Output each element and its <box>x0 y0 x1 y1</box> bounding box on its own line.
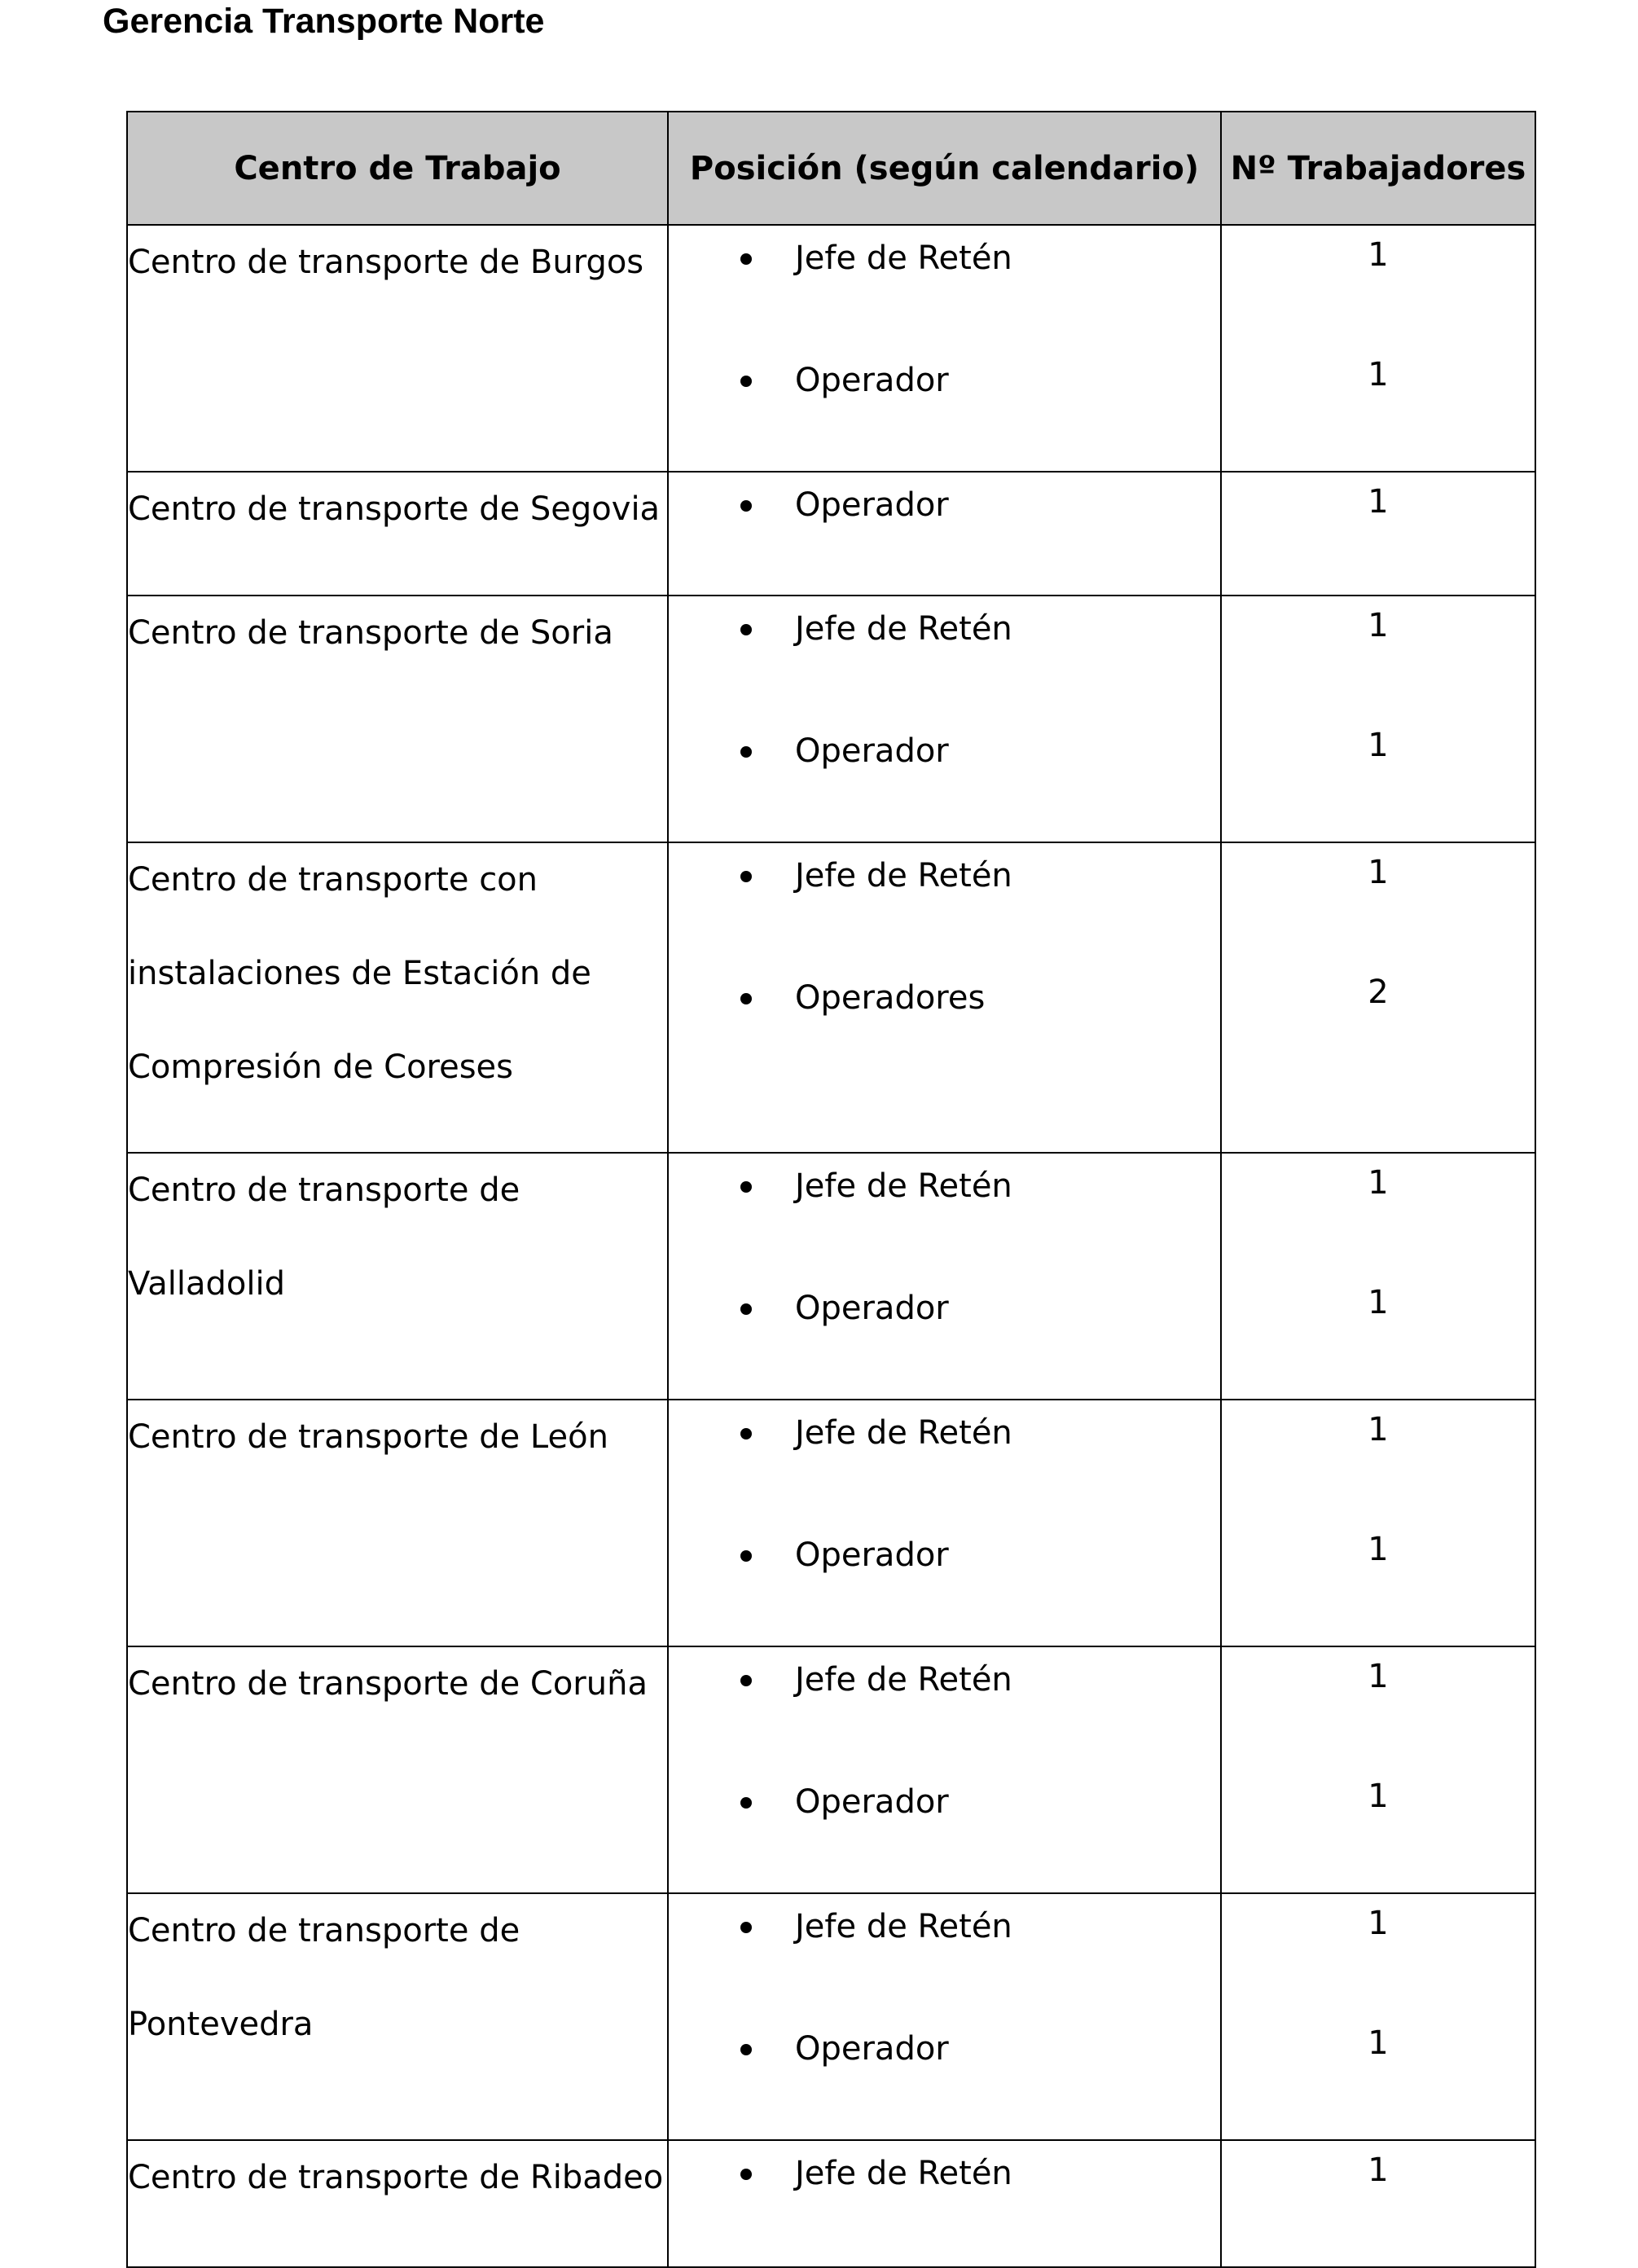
position-list <box>669 1647 1220 1892</box>
centro-line: Centro de transporte de Coruña <box>128 1665 648 1703</box>
position-list <box>669 843 1220 1088</box>
bullet-icon <box>740 500 752 512</box>
bullet-icon <box>740 1797 752 1809</box>
list-item <box>669 1523 1220 1645</box>
position-label: Operador <box>795 1290 949 1327</box>
bullet-icon <box>740 1550 752 1562</box>
position-label: Operadores <box>795 979 986 1017</box>
count-list <box>1222 596 1535 836</box>
table-row <box>127 225 1535 472</box>
list-item <box>669 965 1220 1088</box>
count-list <box>1222 843 1535 1083</box>
cell-posicion <box>668 1400 1221 1646</box>
position-list <box>669 472 1220 595</box>
staff-table <box>126 111 1536 2268</box>
bullet-icon <box>740 993 752 1004</box>
cell-posicion <box>668 1646 1221 1893</box>
position-label: Jefe de Retén <box>795 857 1012 894</box>
list-item <box>669 1400 1220 1523</box>
position-list <box>669 2141 1220 2263</box>
list-item <box>669 348 1220 470</box>
worker-count: 1 <box>1368 1411 1389 1448</box>
list-item <box>669 1276 1220 1398</box>
cell-posicion <box>668 225 1221 472</box>
worker-count: 1 <box>1368 2024 1389 2062</box>
list-item <box>669 2141 1220 2263</box>
table-body <box>127 225 1535 2267</box>
count-list <box>1222 472 1535 592</box>
table-row <box>127 1646 1535 1893</box>
bullet-icon <box>740 253 752 265</box>
bullet-icon <box>740 1303 752 1315</box>
table-row <box>127 1400 1535 1646</box>
list-item <box>669 472 1220 595</box>
bullet-icon <box>740 1675 752 1686</box>
bullet-icon <box>740 871 752 882</box>
bullet-icon <box>740 746 752 758</box>
cell-trabajadores <box>1221 1400 1535 1646</box>
table-row <box>127 596 1535 842</box>
position-list <box>669 226 1220 470</box>
count-list <box>1222 2141 1535 2261</box>
cell-centro <box>127 596 668 842</box>
list-item <box>669 2016 1220 2138</box>
bullet-icon <box>740 2169 752 2180</box>
cell-trabajadores <box>1221 472 1535 596</box>
cell-posicion <box>668 1893 1221 2140</box>
cell-posicion <box>668 596 1221 842</box>
position-label: Jefe de Retén <box>795 2155 1012 2192</box>
position-label: Jefe de Retén <box>795 1414 1012 1452</box>
worker-count: 1 <box>1368 854 1389 891</box>
position-list <box>669 1894 1220 2138</box>
position-list <box>669 1154 1220 1398</box>
table-row <box>127 1893 1535 2140</box>
cell-trabajadores <box>1221 842 1535 1153</box>
centro-line: Centro de transporte de <box>128 1171 520 1209</box>
bullet-icon <box>740 624 752 635</box>
cell-centro <box>127 2140 668 2267</box>
centro-line: Centro de transporte de Soria <box>128 614 613 652</box>
list-item <box>669 719 1220 841</box>
cell-centro <box>127 1153 668 1400</box>
bullet-icon <box>740 1922 752 1933</box>
list-item <box>669 226 1220 348</box>
list-item <box>669 1769 1220 1892</box>
count-list <box>1222 1154 1535 1393</box>
cell-trabajadores <box>1221 1893 1535 2140</box>
worker-count: 1 <box>1368 1778 1389 1815</box>
centro-line: Pontevedra <box>128 2006 314 2043</box>
table-row <box>127 472 1535 596</box>
cell-centro <box>127 1646 668 1893</box>
worker-count: 1 <box>1368 1905 1389 1942</box>
position-label: Jefe de Retén <box>795 1908 1012 1945</box>
cell-posicion <box>668 2140 1221 2267</box>
header-trabajadores: Nº Trabajadores <box>1221 112 1535 225</box>
worker-count: 1 <box>1368 236 1389 274</box>
cell-trabajadores <box>1221 1646 1535 1893</box>
list-item <box>669 1154 1220 1276</box>
centro-line: Compresión de Coreses <box>128 1048 514 1086</box>
position-label: Operador <box>795 732 949 770</box>
cell-trabajadores <box>1221 1153 1535 1400</box>
cell-posicion <box>668 842 1221 1153</box>
list-item <box>669 1647 1220 1769</box>
position-label: Operador <box>795 362 949 399</box>
cell-centro <box>127 1400 668 1646</box>
position-label: Operador <box>795 486 949 524</box>
position-label: Jefe de Retén <box>795 610 1012 648</box>
list-item <box>669 1894 1220 2016</box>
centro-line: Centro de transporte de Burgos <box>128 244 644 281</box>
position-label: Jefe de Retén <box>795 1661 1012 1699</box>
count-list <box>1222 1647 1535 1887</box>
worker-count: 1 <box>1368 1531 1389 1568</box>
worker-count: 1 <box>1368 1164 1389 1202</box>
worker-count: 1 <box>1368 1284 1389 1321</box>
bullet-icon <box>740 376 752 387</box>
cell-centro <box>127 842 668 1153</box>
worker-count: 1 <box>1368 1658 1389 1695</box>
count-list <box>1222 226 1535 465</box>
position-label: Operador <box>795 1536 949 1574</box>
worker-count: 2 <box>1368 974 1389 1011</box>
centro-line: Centro de transporte de <box>128 1912 520 1949</box>
centro-line: Centro de transporte de Segovia <box>128 490 661 528</box>
list-item <box>669 843 1220 965</box>
page-title: Gerencia Transporte Norte <box>103 2 545 41</box>
centro-line: instalaciones de Estación de <box>128 955 591 992</box>
centro-line: Valladolid <box>128 1265 285 1303</box>
cell-posicion <box>668 1153 1221 1400</box>
bullet-icon <box>740 1428 752 1439</box>
position-label: Operador <box>795 1783 949 1821</box>
count-list <box>1222 1400 1535 1640</box>
cell-posicion <box>668 472 1221 596</box>
cell-centro <box>127 472 668 596</box>
position-label: Operador <box>795 2030 949 2068</box>
centro-line: Centro de transporte con <box>128 861 538 899</box>
table-row <box>127 1153 1535 1400</box>
table-header-row <box>127 112 1535 225</box>
worker-count: 1 <box>1368 727 1389 764</box>
worker-count: 1 <box>1368 2152 1389 2189</box>
bullet-icon <box>740 2044 752 2055</box>
position-list <box>669 596 1220 841</box>
table-row <box>127 842 1535 1153</box>
cell-trabajadores <box>1221 596 1535 842</box>
position-label: Jefe de Retén <box>795 240 1012 277</box>
worker-count: 1 <box>1368 607 1389 644</box>
cell-trabajadores <box>1221 225 1535 472</box>
table-row <box>127 2140 1535 2267</box>
centro-line: Centro de transporte de Ribadeo <box>128 2159 664 2196</box>
centro-line: Centro de transporte de León <box>128 1418 608 1456</box>
cell-trabajadores <box>1221 2140 1535 2267</box>
header-centro: Centro de Trabajo <box>127 112 668 225</box>
list-item <box>669 596 1220 719</box>
position-label: Jefe de Retén <box>795 1167 1012 1205</box>
worker-count: 1 <box>1368 483 1389 521</box>
position-list <box>669 1400 1220 1645</box>
count-list <box>1222 1894 1535 2134</box>
header-posicion: Posición (según calendario) <box>668 112 1221 225</box>
cell-centro <box>127 1893 668 2140</box>
worker-count: 1 <box>1368 356 1389 393</box>
bullet-icon <box>740 1181 752 1193</box>
cell-centro <box>127 225 668 472</box>
